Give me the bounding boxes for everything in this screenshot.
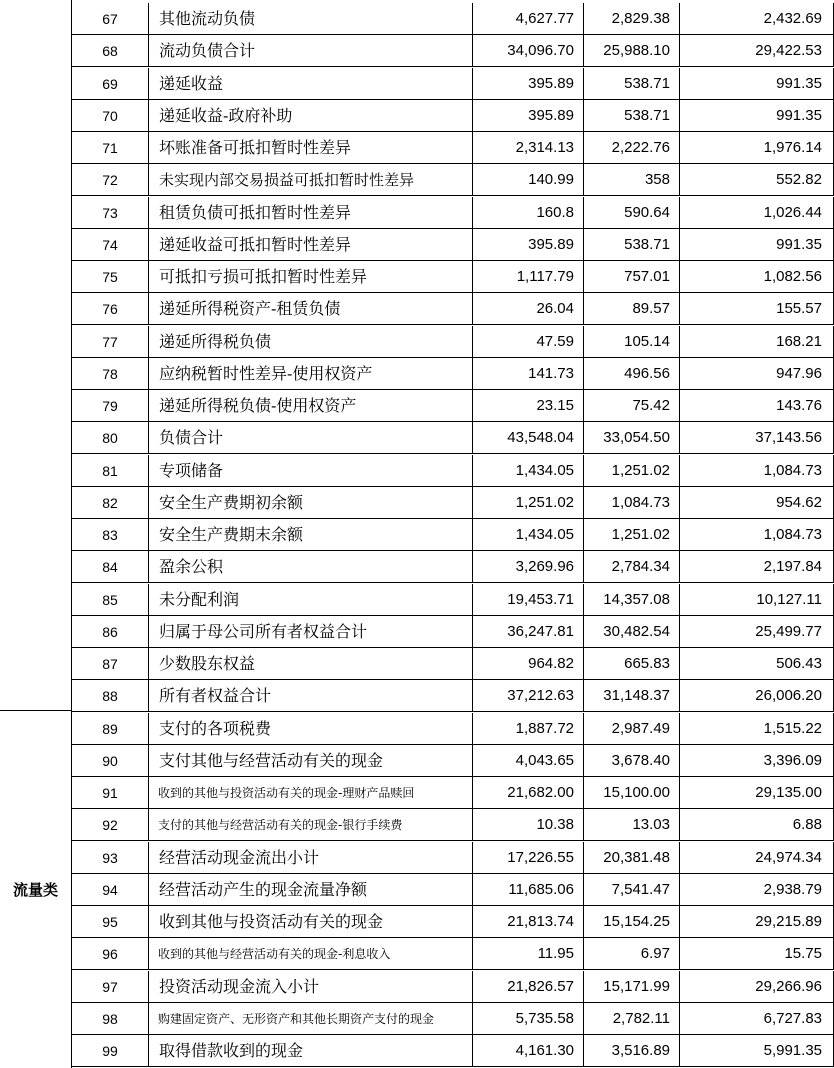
value-cell-col1: 1,117.79 (473, 261, 584, 293)
value-cell-col2: 496.56 (584, 358, 680, 390)
table-row (71, 519, 834, 551)
value-cell-col2: 15,171.99 (584, 971, 680, 1003)
row-number-cell: 98 (71, 1003, 149, 1035)
item-name-cell: 流动负债合计 (149, 35, 473, 67)
row-number-cell: 89 (71, 713, 149, 745)
table-row (71, 100, 834, 132)
value-cell-col1: 26.04 (473, 293, 584, 325)
value-cell-col1: 3,269.96 (473, 551, 584, 583)
value-cell-col2: 15,154.25 (584, 906, 680, 938)
value-cell-col3: 991.35 (680, 229, 834, 261)
value-cell-col1: 21,813.74 (473, 906, 584, 938)
table-row (71, 842, 834, 874)
value-cell-col3: 2,432.69 (680, 3, 834, 35)
value-cell-col2: 2,782.11 (584, 1003, 680, 1035)
table-row (71, 455, 834, 487)
table-row (71, 326, 834, 358)
value-cell-col1: 36,247.81 (473, 616, 584, 648)
table-row (71, 1003, 834, 1035)
item-name-cell: 递延所得税负债 (149, 326, 473, 358)
item-name-cell: 递延所得税负债-使用权资产 (149, 390, 473, 422)
value-cell-col1: 4,161.30 (473, 1035, 584, 1067)
value-cell-col1: 11.95 (473, 938, 584, 970)
value-cell-col3: 991.35 (680, 100, 834, 132)
value-cell-col3: 947.96 (680, 358, 834, 390)
item-name-cell: 未分配利润 (149, 584, 473, 616)
category-cell-balance (0, 0, 72, 711)
item-name-cell: 负债合计 (149, 422, 473, 454)
row-number-cell: 80 (71, 422, 149, 454)
value-cell-col2: 30,482.54 (584, 616, 680, 648)
item-name-cell: 经营活动现金流出小计 (149, 842, 473, 874)
value-cell-col1: 4,043.65 (473, 745, 584, 777)
value-cell-col1: 5,735.58 (473, 1003, 584, 1035)
value-cell-col3: 3,396.09 (680, 745, 834, 777)
value-cell-col2: 358 (584, 164, 680, 196)
value-cell-col1: 1,251.02 (473, 487, 584, 519)
item-name-cell: 递延收益可抵扣暂时性差异 (149, 229, 473, 261)
value-cell-col3: 1,082.56 (680, 261, 834, 293)
row-number-cell: 86 (71, 616, 149, 648)
table-row (71, 422, 834, 454)
row-number-cell: 91 (71, 777, 149, 809)
row-number-cell: 90 (71, 745, 149, 777)
value-cell-col1: 21,826.57 (473, 971, 584, 1003)
item-name-cell: 支付的其他与经营活动有关的现金-银行手续费 (149, 809, 473, 841)
value-cell-col2: 2,829.38 (584, 3, 680, 35)
table-row (71, 358, 834, 390)
row-number-cell: 97 (71, 971, 149, 1003)
table-row (71, 584, 834, 616)
value-cell-col2: 538.71 (584, 68, 680, 100)
value-cell-col1: 141.73 (473, 358, 584, 390)
value-cell-col1: 395.89 (473, 100, 584, 132)
value-cell-col2: 15,100.00 (584, 777, 680, 809)
value-cell-col3: 1,976.14 (680, 132, 834, 164)
item-name-cell: 收到其他与投资活动有关的现金 (149, 906, 473, 938)
value-cell-col1: 11,685.06 (473, 874, 584, 906)
row-number-cell: 83 (71, 519, 149, 551)
item-name-cell: 递延收益-政府补助 (149, 100, 473, 132)
value-cell-col3: 10,127.11 (680, 584, 834, 616)
table-row (71, 229, 834, 261)
value-cell-col2: 14,357.08 (584, 584, 680, 616)
value-cell-col3: 143.76 (680, 390, 834, 422)
item-name-cell: 递延所得税资产-租赁负债 (149, 293, 473, 325)
table-row (71, 745, 834, 777)
value-cell-col1: 10.38 (473, 809, 584, 841)
value-cell-col2: 13.03 (584, 809, 680, 841)
value-cell-col2: 7,541.47 (584, 874, 680, 906)
value-cell-col2: 665.83 (584, 648, 680, 680)
table-row (71, 971, 834, 1003)
value-cell-col2: 33,054.50 (584, 422, 680, 454)
value-cell-col2: 1,084.73 (584, 487, 680, 519)
value-cell-col3: 506.43 (680, 648, 834, 680)
table-row (71, 293, 834, 325)
value-cell-col2: 1,251.02 (584, 519, 680, 551)
row-number-cell: 88 (71, 680, 149, 712)
item-name-cell: 可抵扣亏损可抵扣暂时性差异 (149, 261, 473, 293)
row-number-cell: 67 (71, 3, 149, 35)
value-cell-col1: 17,226.55 (473, 842, 584, 874)
value-cell-col1: 23.15 (473, 390, 584, 422)
item-name-cell: 支付的各项税费 (149, 713, 473, 745)
table-row (71, 132, 834, 164)
value-cell-col2: 538.71 (584, 229, 680, 261)
value-cell-col3: 29,135.00 (680, 777, 834, 809)
table-row (71, 197, 834, 229)
item-name-cell: 所有者权益合计 (149, 680, 473, 712)
row-number-cell: 95 (71, 906, 149, 938)
row-number-cell: 71 (71, 132, 149, 164)
item-name-cell: 取得借款收到的现金 (149, 1035, 473, 1067)
category-cell-flow: 流量类 (0, 711, 72, 1068)
item-name-cell: 支付其他与经营活动有关的现金 (149, 745, 473, 777)
row-number-cell: 77 (71, 326, 149, 358)
value-cell-col3: 2,938.79 (680, 874, 834, 906)
value-cell-col2: 2,222.76 (584, 132, 680, 164)
table-row (71, 261, 834, 293)
value-cell-col3: 29,215.89 (680, 906, 834, 938)
value-cell-col2: 590.64 (584, 197, 680, 229)
value-cell-col3: 24,974.34 (680, 842, 834, 874)
row-number-cell: 70 (71, 100, 149, 132)
value-cell-col1: 395.89 (473, 229, 584, 261)
value-cell-col3: 552.82 (680, 164, 834, 196)
value-cell-col2: 89.57 (584, 293, 680, 325)
value-cell-col3: 1,084.73 (680, 455, 834, 487)
item-name-cell: 递延收益 (149, 68, 473, 100)
table-row (71, 487, 834, 519)
value-cell-col3: 991.35 (680, 68, 834, 100)
table-row (71, 164, 834, 196)
row-number-cell: 99 (71, 1035, 149, 1067)
value-cell-col3: 15.75 (680, 938, 834, 970)
table-row (71, 35, 834, 67)
table-row (71, 777, 834, 809)
table-row (71, 680, 834, 712)
item-name-cell: 经营活动产生的现金流量净额 (149, 874, 473, 906)
table-row (71, 809, 834, 841)
value-cell-col1: 1,434.05 (473, 455, 584, 487)
item-name-cell: 收到的其他与投资活动有关的现金-理财产品赎回 (149, 777, 473, 809)
row-number-cell: 96 (71, 938, 149, 970)
table-row (71, 616, 834, 648)
value-cell-col2: 25,988.10 (584, 35, 680, 67)
value-cell-col3: 37,143.56 (680, 422, 834, 454)
row-number-cell: 94 (71, 874, 149, 906)
item-name-cell: 归属于母公司所有者权益合计 (149, 616, 473, 648)
value-cell-col1: 1,434.05 (473, 519, 584, 551)
value-cell-col1: 964.82 (473, 648, 584, 680)
value-cell-col2: 2,987.49 (584, 713, 680, 745)
value-cell-col1: 160.8 (473, 197, 584, 229)
value-cell-col2: 3,516.89 (584, 1035, 680, 1067)
value-cell-col1: 19,453.71 (473, 584, 584, 616)
table-row (71, 1035, 834, 1067)
value-cell-col1: 395.89 (473, 68, 584, 100)
value-cell-col3: 26,006.20 (680, 680, 834, 712)
row-number-cell: 81 (71, 455, 149, 487)
row-number-cell: 79 (71, 390, 149, 422)
value-cell-col1: 21,682.00 (473, 777, 584, 809)
value-cell-col2: 538.71 (584, 100, 680, 132)
item-name-cell: 购建固定资产、无形资产和其他长期资产支付的现金 (149, 1003, 473, 1035)
value-cell-col1: 140.99 (473, 164, 584, 196)
row-number-cell: 73 (71, 197, 149, 229)
value-cell-col3: 29,422.53 (680, 35, 834, 67)
table-row (71, 3, 834, 35)
table-row (71, 713, 834, 745)
value-cell-col3: 2,197.84 (680, 551, 834, 583)
value-cell-col2: 3,678.40 (584, 745, 680, 777)
value-cell-col3: 155.57 (680, 293, 834, 325)
value-cell-col3: 25,499.77 (680, 616, 834, 648)
value-cell-col3: 954.62 (680, 487, 834, 519)
value-cell-col3: 1,515.22 (680, 713, 834, 745)
row-number-cell: 74 (71, 229, 149, 261)
row-number-cell: 68 (71, 35, 149, 67)
value-cell-col3: 5,991.35 (680, 1035, 834, 1067)
value-cell-col2: 75.42 (584, 390, 680, 422)
item-name-cell: 坏账准备可抵扣暂时性差异 (149, 132, 473, 164)
value-cell-col1: 1,887.72 (473, 713, 584, 745)
value-cell-col2: 757.01 (584, 261, 680, 293)
row-number-cell: 87 (71, 648, 149, 680)
value-cell-col1: 37,212.63 (473, 680, 584, 712)
row-number-cell: 69 (71, 68, 149, 100)
value-cell-col2: 1,251.02 (584, 455, 680, 487)
table-row (71, 648, 834, 680)
value-cell-col1: 4,627.77 (473, 3, 584, 35)
item-name-cell: 应纳税暂时性差异-使用权资产 (149, 358, 473, 390)
value-cell-col2: 2,784.34 (584, 551, 680, 583)
item-name-cell: 投资活动现金流入小计 (149, 971, 473, 1003)
row-number-cell: 78 (71, 358, 149, 390)
value-cell-col3: 1,084.73 (680, 519, 834, 551)
table-row (71, 938, 834, 970)
item-name-cell: 盈余公积 (149, 551, 473, 583)
value-cell-col3: 1,026.44 (680, 197, 834, 229)
value-cell-col3: 6,727.83 (680, 1003, 834, 1035)
table-row (71, 874, 834, 906)
value-cell-col2: 31,148.37 (584, 680, 680, 712)
value-cell-col3: 29,266.96 (680, 971, 834, 1003)
value-cell-col2: 105.14 (584, 326, 680, 358)
row-number-cell: 76 (71, 293, 149, 325)
row-number-cell: 72 (71, 164, 149, 196)
row-number-cell: 75 (71, 261, 149, 293)
item-name-cell: 安全生产费期末余额 (149, 519, 473, 551)
value-cell-col3: 168.21 (680, 326, 834, 358)
table-row (71, 390, 834, 422)
item-name-cell: 未实现内部交易损益可抵扣暂时性差异 (149, 164, 473, 196)
row-number-cell: 92 (71, 809, 149, 841)
value-cell-col1: 47.59 (473, 326, 584, 358)
item-name-cell: 租赁负债可抵扣暂时性差异 (149, 197, 473, 229)
table-row (71, 906, 834, 938)
item-name-cell: 专项储备 (149, 455, 473, 487)
value-cell-col1: 34,096.70 (473, 35, 584, 67)
item-name-cell: 少数股东权益 (149, 648, 473, 680)
value-cell-col1: 2,314.13 (473, 132, 584, 164)
row-number-cell: 93 (71, 842, 149, 874)
value-cell-col3: 6.88 (680, 809, 834, 841)
row-number-cell: 85 (71, 584, 149, 616)
item-name-cell: 安全生产费期初余额 (149, 487, 473, 519)
row-number-cell: 82 (71, 487, 149, 519)
table-row (71, 551, 834, 583)
value-cell-col2: 6.97 (584, 938, 680, 970)
table-row (71, 68, 834, 100)
value-cell-col2: 20,381.48 (584, 842, 680, 874)
item-name-cell: 收到的其他与经营活动有关的现金-利息收入 (149, 938, 473, 970)
row-number-cell: 84 (71, 551, 149, 583)
value-cell-col1: 43,548.04 (473, 422, 584, 454)
item-name-cell: 其他流动负债 (149, 3, 473, 35)
